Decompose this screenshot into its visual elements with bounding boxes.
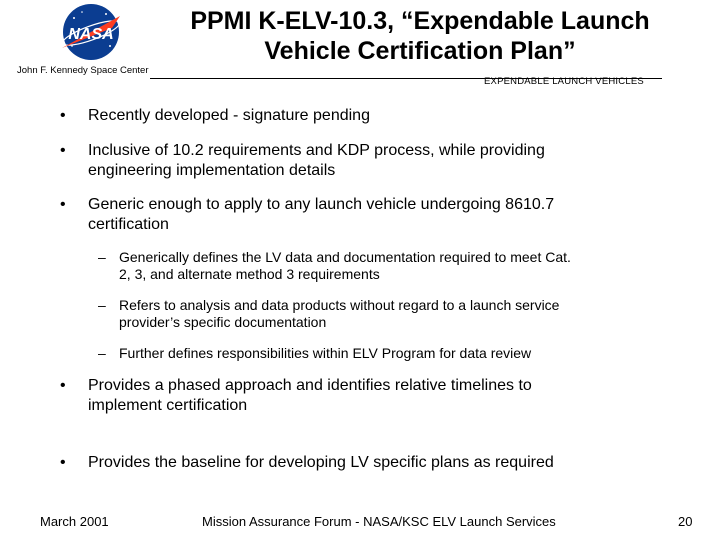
footer-event: Mission Assurance Forum - NASA/KSC ELV Launch Services xyxy=(202,514,556,529)
sub-bullet-marker: – xyxy=(98,345,106,361)
title-line-2: Vehicle Certification Plan” xyxy=(264,37,576,65)
bullet-marker: • xyxy=(60,107,66,124)
bullet-marker: • xyxy=(60,196,66,213)
bullet-text: engineering implementation details xyxy=(88,162,336,179)
slide-title xyxy=(150,6,690,66)
bullet-text: Inclusive of 10.2 requirements and KDP process, while providing xyxy=(88,142,545,159)
sub-bullet-marker: – xyxy=(98,297,106,313)
page-number: 20 xyxy=(678,514,693,529)
sub-bullet-text: 2, 3, and alternate method 3 requirements xyxy=(119,266,380,282)
footer-date: March 2001 xyxy=(40,514,109,529)
nasa-logo xyxy=(52,2,130,62)
bullet-text: Provides a phased approach and identifies relative timelines to xyxy=(88,377,532,394)
sub-bullet-text: Generically defines the LV data and documentation required to meet Cat. xyxy=(119,249,571,265)
bullet-marker: • xyxy=(60,454,66,471)
bullet-text: Provides the baseline for developing LV specific plans as required xyxy=(88,454,554,471)
bullet-text: implement certification xyxy=(88,397,248,414)
sub-bullet-marker: – xyxy=(98,249,106,265)
title-line-1: PPMI K-ELV-10.3, “Expendable Launch xyxy=(190,7,650,35)
sub-bullet-text: Further defines responsibilities within ELV Program for data review xyxy=(119,345,532,361)
center-label: John F. Kennedy Space Center xyxy=(17,65,149,76)
program-label: EXPENDABLE LAUNCH VEHICLES xyxy=(484,76,644,87)
nasa-logo-text: NASA xyxy=(68,26,114,43)
bullet-text: certification xyxy=(88,216,169,233)
bullet-text: Recently developed - signature pending xyxy=(88,107,370,124)
sub-bullet-text: provider’s specific documentation xyxy=(119,314,327,330)
bullet-text: Generic enough to apply to any launch vehicle undergoing 8610.7 xyxy=(88,196,555,213)
bullet-marker: • xyxy=(60,377,66,394)
sub-bullet-text: Refers to analysis and data products without regard to a launch service xyxy=(119,297,560,313)
bullet-marker: • xyxy=(60,142,66,159)
